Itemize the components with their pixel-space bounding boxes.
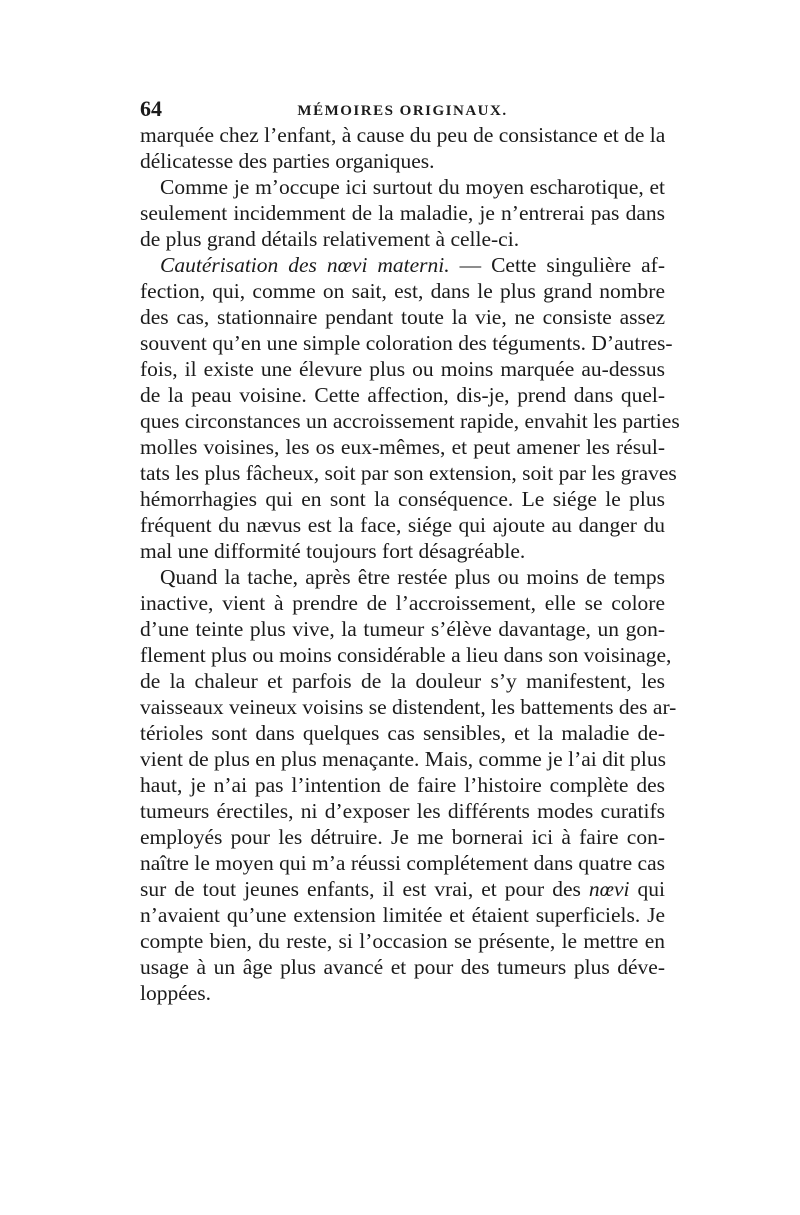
text-line [140,590,665,616]
line-text: Quand la tache, après être restée plus ou moins de temps [160,565,665,589]
line-text: délicatesse des parties organiques. [140,149,435,173]
line-text: seulement incidemment de la maladie, je n’entrerai pas dans [140,201,665,225]
line-text: compte bien, du reste, si l’occasion se présente, le mettre en [140,929,665,953]
line-text: de la chaleur et parfois de la douleur s’y manifestent, les [140,669,665,693]
line-text: molles voisines, les os eux-mêmes, et peut amener les résul- [140,435,665,459]
text-line [140,954,665,980]
italic-heading: Cautérisation des nœvi materni. [160,253,450,277]
body-text [140,122,680,1006]
line-text: sur de tout jeunes enfants, il est vrai, et pour des [140,877,589,901]
italic-term: nœvi [588,877,630,901]
line-text: mal une difformité toujours fort désagréable. [140,539,526,563]
text-line [140,148,665,174]
running-title: MÉMOIRES ORIGINAUX. [297,103,508,119]
text-line [140,642,672,668]
line-text: loppées. [140,981,212,1005]
text-line [140,616,665,642]
line-text-tail: qui [629,877,665,901]
line-text: — Cette singulière af- [449,253,665,277]
text-line [140,356,665,382]
line-text: tats les plus fâcheux, soit par son extension, soit par les graves [140,461,677,485]
line-text: fois, il existe une élevure plus ou moins marquée au-dessus [140,357,665,381]
text-line [140,746,665,772]
text-line [140,824,665,850]
text-line [140,850,665,876]
running-head [140,96,665,122]
book-page [140,96,680,1006]
line-text: flement plus ou moins considérable a lieu dans son voisinage, [140,643,672,667]
text-line [140,434,665,460]
text-line [140,772,665,798]
text-line [140,694,677,720]
line-text: haut, je n’ai pas l’intention de faire l’histoire complète des [140,773,665,797]
line-text: hémorrhagies qui en sont la conséquence. Le siége le plus [140,487,665,511]
line-text: térioles sont dans quelques cas sensibles, et la maladie de- [140,721,665,745]
text-line [140,330,673,356]
text-line [140,382,665,408]
line-text: marquée chez l’enfant, à cause du peu de consistance et de la [140,123,666,147]
line-text: vient de plus en plus menaçante. Mais, comme je l’ai dit plus [140,747,667,771]
text-line [140,460,677,486]
line-text: Comme je m’occupe ici surtout du moyen escharotique, et [160,175,665,199]
text-line [140,564,665,590]
text-line [140,538,665,564]
line-text: inactive, vient à prendre de l’accroissement, elle se colore [140,591,665,615]
text-line [140,122,665,148]
line-text: fréquent du nævus est la face, siége qui ajoute au danger du [140,513,665,537]
text-line [140,928,665,954]
line-text: employés pour les détruire. Je me bornerai ici à faire con- [140,825,665,849]
line-text: tumeurs érectiles, ni d’exposer les différents modes curatifs [140,799,665,823]
text-line [140,200,665,226]
line-text: souvent qu’en une simple coloration des téguments. D’autres- [140,331,673,355]
text-line [140,902,665,928]
text-line [140,512,665,538]
line-text: fection, qui, comme on sait, est, dans le plus grand nombre [140,279,665,303]
text-line [140,486,665,512]
text-line [140,226,665,252]
line-text: des cas, stationnaire pendant toute la vie, ne consiste assez [140,305,665,329]
page-number: 64 [140,96,162,121]
line-text: ques circonstances un accroissement rapide, envahit les parties [140,409,680,433]
text-line [140,278,665,304]
line-text: vaisseaux veineux voisins se distendent, les battements des ar- [140,695,677,719]
text-line [140,980,665,1006]
line-text: usage à un âge plus avancé et pour des tumeurs plus déve- [140,955,665,979]
text-line [140,174,665,200]
text-line [140,876,665,902]
text-line [140,720,665,746]
text-line [140,798,665,824]
line-text: naître le moyen qui m’a réussi complétement dans quatre cas [140,851,665,875]
text-line [140,252,665,278]
text-line [140,668,665,694]
line-text: n’avaient qu’une extension limitée et étaient superficiels. Je [140,903,665,927]
line-text: de la peau voisine. Cette affection, dis-je, prend dans quel- [140,383,665,407]
line-text: de plus grand détails relativement à celle-ci. [140,227,520,251]
text-line [140,304,665,330]
line-text: d’une teinte plus vive, la tumeur s’élève davantage, un gon- [140,617,665,641]
text-line [140,408,680,434]
